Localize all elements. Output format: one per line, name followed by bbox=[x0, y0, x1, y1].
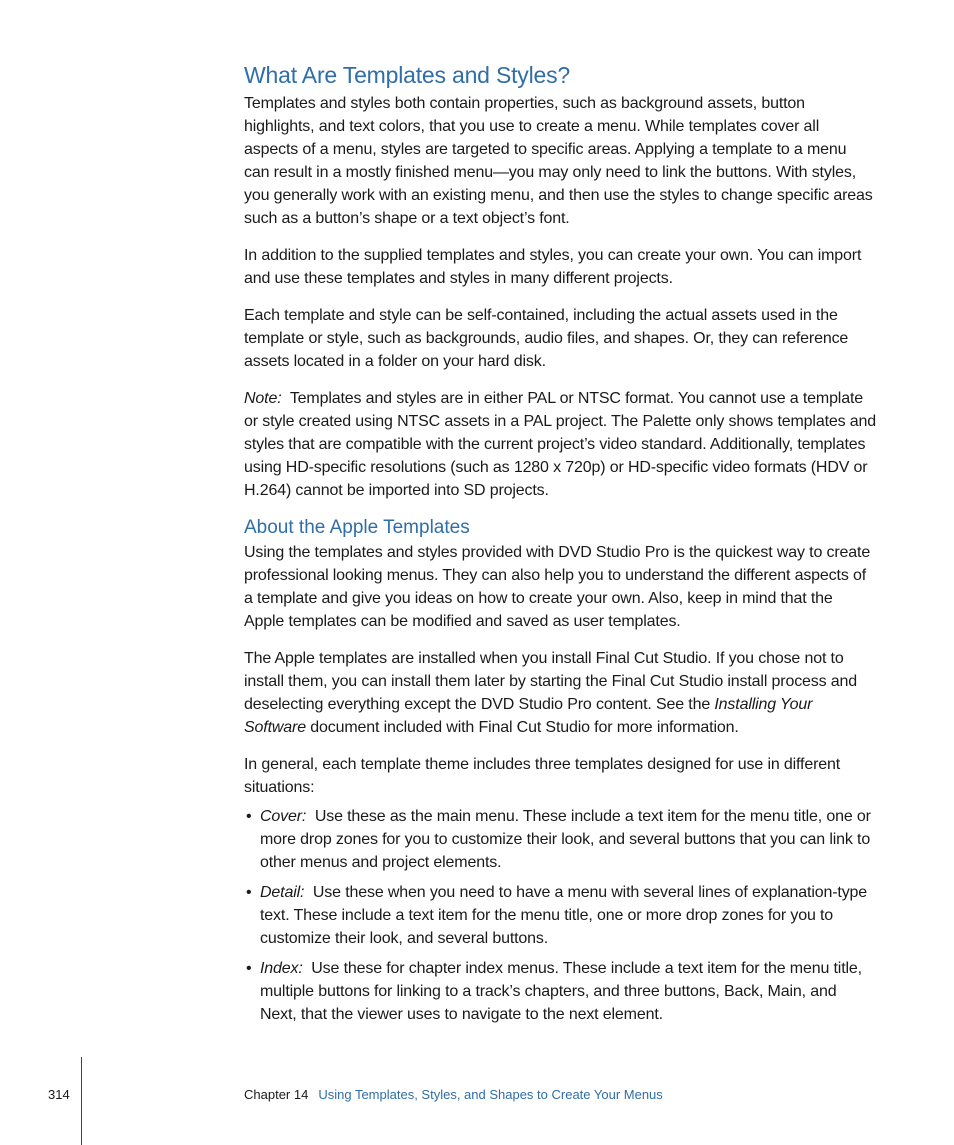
bullet-icon: • bbox=[246, 884, 252, 901]
footer-chapter bbox=[244, 1087, 663, 1102]
paragraph-apple-templates-intro: Using the templates and styles provided with DVD Studio Pro is the quickest way to create professional looking menus. They can also help you to understand the different aspects of a template and give you ideas on how to create your own. Also, keep in mind that the Apple templates can be modified and saved as user templates. bbox=[244, 544, 871, 630]
list-item-term: Detail: bbox=[260, 884, 305, 901]
list-item-index bbox=[244, 957, 876, 1026]
note-label: Note: bbox=[244, 390, 282, 407]
paragraph-self-contained: Each template and style can be self-contained, including the actual assets used in the template or style, such as backgrounds, audio files, and shapes. Or, they can reference assets located in a folder on your hard disk. bbox=[244, 307, 849, 370]
list-item-text: Use these when you need to have a menu with several lines of explanation-type text. These include a text item for the menu title, one or more drop zones for you to customize their look, and several buttons. bbox=[260, 884, 868, 947]
note-text: Templates and styles are in either PAL or NTSC format. You cannot use a template or style created using NTSC assets in a PAL project. The Palette only shows templates and styles that are compatible with the current project’s video standard. Additionally, templates using HD-specific resolutions (such as 1280 x 720p) or HD-specific video formats (HDV or H.264) cannot be imported into SD projects. bbox=[244, 390, 877, 499]
paragraph-templates-overview: Templates and styles both contain properties, such as background assets, button highlights, and text colors, that you use to create a menu. While templates cover all aspects of a menu, styles are targeted to specific areas. Applying a template to a menu can result in a mostly finished menu—you may only need to link the buttons. With styles, you generally work with an existing menu, and then use the styles to change specific areas such as a button’s shape or a text object’s font. bbox=[244, 95, 873, 227]
list-item-cover bbox=[244, 805, 876, 874]
list-item-term: Cover: bbox=[260, 808, 307, 825]
paragraph-create-your-own: In addition to the supplied templates and styles, you can create your own. You can import and use these templates and styles in many different projects. bbox=[244, 247, 862, 287]
page-content bbox=[244, 60, 876, 1033]
list-item-detail bbox=[244, 881, 876, 950]
paragraph-installation bbox=[244, 647, 876, 739]
bullet-icon: • bbox=[246, 808, 252, 825]
installation-text-start: The Apple templates are installed when you install Final Cut Studio. If you chose not to install them, you can install them later by starting the Final Cut Studio install process and deselecting everything except the DVD Studio Pro content. See the bbox=[244, 650, 858, 713]
chapter-label: Chapter 14 bbox=[244, 1087, 309, 1102]
list-item-text: Use these for chapter index menus. These include a text item for the menu title, multiple buttons for linking to a track’s chapters, and three buttons, Back, Main, and Next, that the viewer uses to navigate to the next element. bbox=[260, 960, 862, 1023]
section-heading-apple-templates: About the Apple Templates bbox=[244, 517, 470, 538]
list-item-term: Index: bbox=[260, 960, 303, 977]
installing-software-doc-title: Installing Your Software bbox=[244, 696, 813, 736]
section-heading-templates-styles: What Are Templates and Styles? bbox=[244, 62, 570, 88]
page-number: 314 bbox=[48, 1087, 70, 1102]
list-item-text: Use these as the main menu. These include a text item for the menu title, one or more drop zones for you to customize their look, and several buttons that you can link to other menus and project elements. bbox=[260, 808, 871, 871]
footer-divider bbox=[81, 1057, 82, 1145]
chapter-title: Using Templates, Styles, and Shapes to Create Your Menus bbox=[318, 1087, 663, 1102]
note-paragraph bbox=[244, 387, 876, 502]
template-types-list bbox=[244, 805, 876, 1026]
bullet-icon: • bbox=[246, 960, 252, 977]
paragraph-template-themes: In general, each template theme includes three templates designed for use in different situations: bbox=[244, 756, 841, 796]
installation-text-end: document included with Final Cut Studio for more information. bbox=[305, 719, 739, 736]
